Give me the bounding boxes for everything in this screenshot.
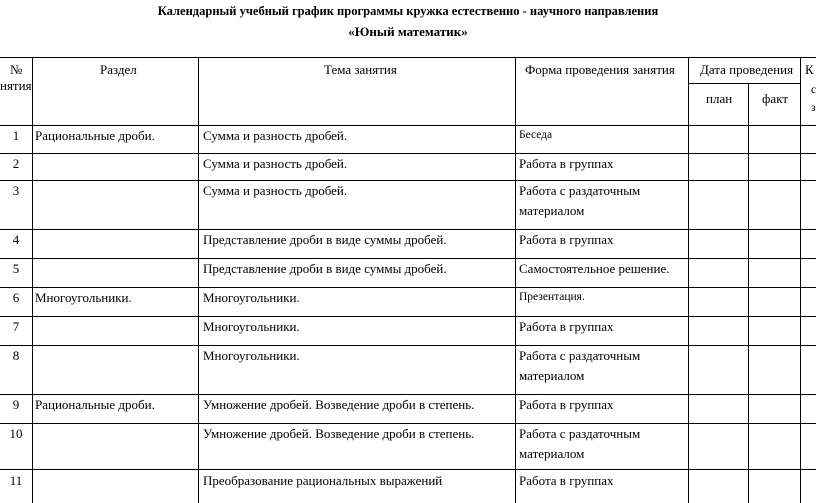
table-row-num: 1 xyxy=(12,128,20,143)
table-row-form: Работа в группах xyxy=(519,473,614,488)
header-extra: К xyxy=(805,62,814,77)
table-row-section: Рациональные дроби. xyxy=(35,397,155,412)
table-row-num: 7 xyxy=(12,319,20,334)
table-row-num: 5 xyxy=(12,261,20,276)
table-row-topic: Представление дроби в виде суммы дробей. xyxy=(203,261,447,276)
table-row-num: 6 xyxy=(12,290,20,305)
header-num: № xyxy=(10,62,23,77)
table-row-form: Работа с раздаточным xyxy=(519,348,641,363)
header-plan: план xyxy=(706,91,733,106)
table-row-num: 8 xyxy=(12,348,20,363)
table-row-topic: Многоугольники. xyxy=(203,319,300,334)
table-row-topic: Многоугольники. xyxy=(203,348,300,363)
header-section: Раздел xyxy=(100,62,137,77)
table-row-section: Рациональные дроби. xyxy=(35,128,155,143)
table-row-form: Беседа xyxy=(519,129,553,141)
program-name: «Юный математик» xyxy=(348,24,468,39)
table-row-num: 3 xyxy=(12,183,20,198)
header-fact: факт xyxy=(762,91,789,106)
table-row-num: 11 xyxy=(9,473,23,488)
table-row-section: Многоугольники. xyxy=(35,290,132,305)
table-row-form: Самостоятельное решение. xyxy=(519,261,670,276)
table-row-form-cont: материалом xyxy=(519,446,585,461)
table-row-num: 9 xyxy=(12,397,20,412)
table-row-topic: Представление дроби в виде суммы дробей. xyxy=(203,232,447,247)
table-row-form-cont: материалом xyxy=(519,368,585,383)
table-row-num: 2 xyxy=(12,156,20,171)
table-row-form: Работа в группах xyxy=(519,397,614,412)
table-row-topic: Сумма и разность дробей. xyxy=(203,183,348,198)
header-form: Форма проведения занятия xyxy=(525,62,675,77)
table-row-form-cont: материалом xyxy=(519,203,585,218)
table-row-num: 4 xyxy=(12,232,20,247)
table-row-form: Работа с раздаточным xyxy=(519,183,641,198)
table-row-topic: Умножение дробей. Возведение дроби в степень. xyxy=(203,397,475,412)
table-row-form: Презентация. xyxy=(519,291,585,303)
table-row-form: Работа в группах xyxy=(519,232,614,247)
table-row-form: Работа в группах xyxy=(519,319,614,334)
header-extra-3: з xyxy=(811,102,816,114)
header-date: Дата проведения xyxy=(700,62,794,77)
header-extra-2: с xyxy=(811,84,816,96)
table-row-num: 10 xyxy=(9,426,23,441)
table-row-topic: Преобразование рациональных выражений xyxy=(203,473,443,488)
table-row-form: Работа с раздаточным xyxy=(519,426,641,441)
table-row-topic: Многоугольники. xyxy=(203,290,300,305)
header-num-continued: нятия xyxy=(0,78,32,93)
document-title: Календарный учебный график программы кружка естественно - научного направления xyxy=(157,4,659,18)
table-row-topic: Умножение дробей. Возведение дроби в степень. xyxy=(203,426,475,441)
table-row-topic: Сумма и разность дробей. xyxy=(203,128,348,143)
table-row-topic: Сумма и разность дробей. xyxy=(203,156,348,171)
table-row-form: Работа в группах xyxy=(519,156,614,171)
header-topic: Тема занятия xyxy=(324,62,397,77)
